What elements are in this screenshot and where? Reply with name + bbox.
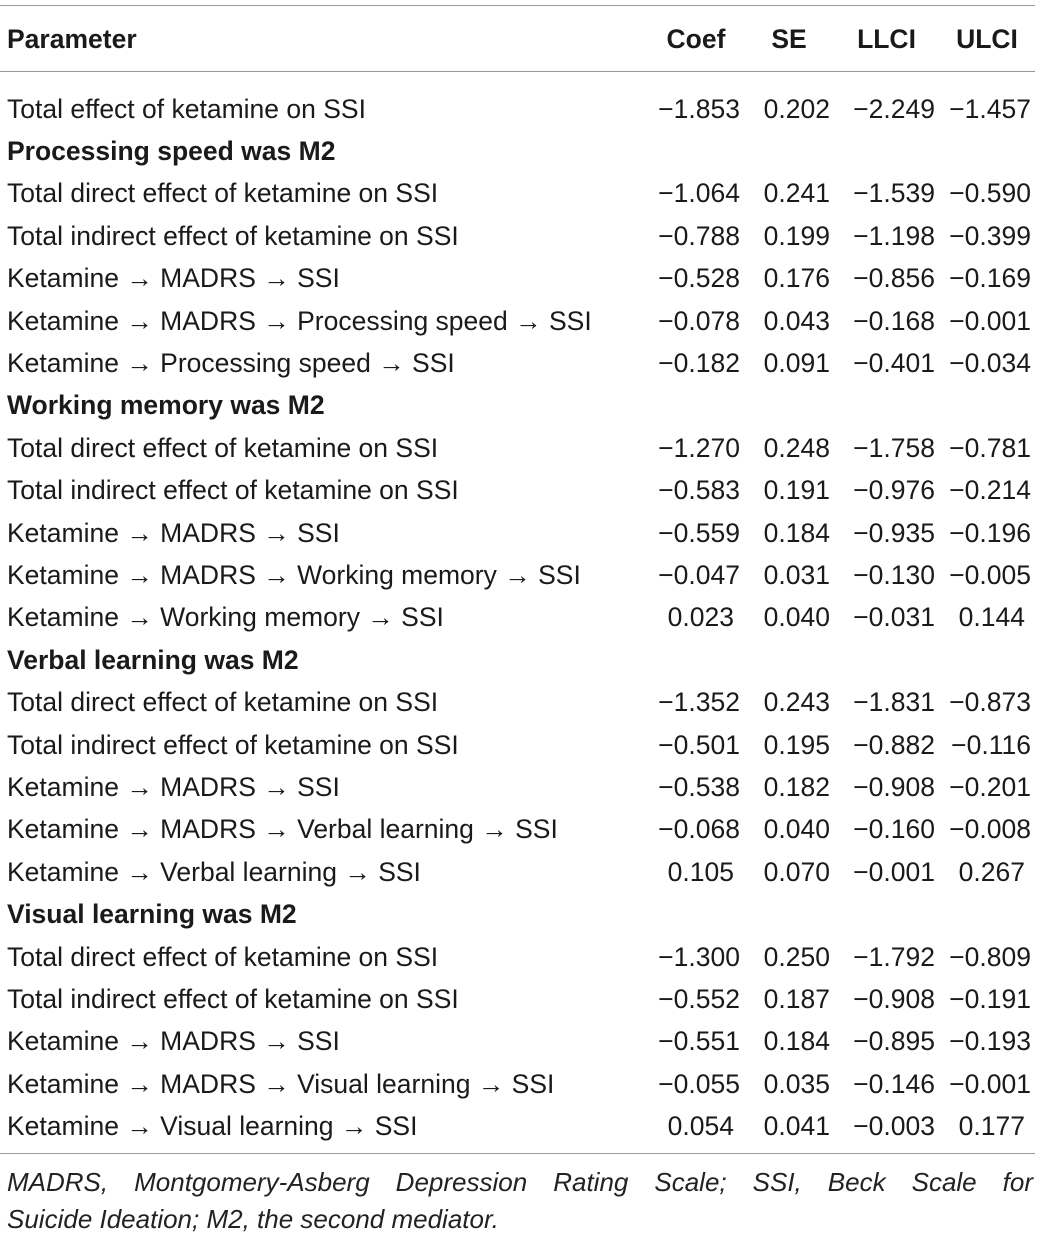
section-heading-row xyxy=(0,893,1035,935)
row-llci: −2.249 xyxy=(853,93,935,124)
row-ulci: −0.116 xyxy=(951,729,1031,760)
table-row xyxy=(0,978,1035,1020)
row-ulci: −0.873 xyxy=(949,687,1031,718)
row-se: 0.250 xyxy=(763,941,830,972)
row-se: 0.040 xyxy=(763,602,830,633)
row-se: 0.070 xyxy=(763,856,830,887)
row-ulci: 0.144 xyxy=(958,602,1025,633)
row-coef: −0.552 xyxy=(658,983,740,1014)
table-footnote xyxy=(7,1164,1033,1238)
row-llci: −0.895 xyxy=(853,1026,935,1057)
section-heading-row xyxy=(0,130,1035,172)
row-se: 0.187 xyxy=(763,983,830,1014)
row-coef: −0.528 xyxy=(658,263,740,294)
row-coef: −1.352 xyxy=(658,687,740,718)
row-coef: −1.853 xyxy=(658,93,740,124)
row-ulci: −0.191 xyxy=(949,983,1031,1014)
row-se: 0.031 xyxy=(763,559,830,590)
table-row xyxy=(0,173,1035,215)
row-llci: −0.935 xyxy=(853,517,935,548)
row-se: 0.248 xyxy=(763,432,830,463)
row-parameter: Total indirect effect of ketamine on SSI xyxy=(7,983,459,1014)
row-se: 0.191 xyxy=(763,475,830,506)
row-parameter: Total indirect effect of ketamine on SSI xyxy=(7,475,459,506)
row-ulci: −0.008 xyxy=(949,814,1031,845)
row-llci: −0.130 xyxy=(853,559,935,590)
header-ulci: ULCI xyxy=(956,23,1018,54)
row-coef: 0.105 xyxy=(667,856,734,887)
section-title: Working memory was M2 xyxy=(7,390,325,421)
row-ulci: −0.781 xyxy=(949,432,1031,463)
table-header xyxy=(0,0,1035,74)
row-coef: −0.788 xyxy=(658,220,740,251)
row-ulci: 0.267 xyxy=(958,856,1025,887)
table-row xyxy=(0,809,1035,851)
section-title: Processing speed was M2 xyxy=(7,136,336,167)
row-parameter: Total direct effect of ketamine on SSI xyxy=(7,941,439,972)
table-row xyxy=(0,342,1035,384)
row-se: 0.176 xyxy=(763,263,830,294)
row-llci: −0.908 xyxy=(853,983,935,1014)
row-parameter: Ketamine → Visual learning → SSI xyxy=(7,1111,418,1142)
row-llci: −0.976 xyxy=(853,475,935,506)
table-row xyxy=(0,597,1035,639)
row-ulci: −0.005 xyxy=(949,559,1031,590)
header-row xyxy=(0,0,1035,74)
row-parameter: Total direct effect of ketamine on SSI xyxy=(7,432,439,463)
row-llci: −0.001 xyxy=(853,856,935,887)
row-parameter: Ketamine → MADRS → Processing speed → SSI xyxy=(7,305,592,336)
table-row xyxy=(0,1021,1035,1063)
row-coef: −0.047 xyxy=(658,559,740,590)
row-llci: −0.401 xyxy=(853,348,935,379)
row-ulci: −0.001 xyxy=(949,305,1031,336)
row-se: 0.199 xyxy=(763,220,830,251)
row-llci: −0.856 xyxy=(853,263,935,294)
row-ulci: −0.214 xyxy=(949,475,1031,506)
table-row xyxy=(0,936,1035,978)
table-row xyxy=(0,300,1035,342)
row-parameter: Total direct effect of ketamine on SSI xyxy=(7,687,439,718)
row-parameter: Ketamine → Working memory → SSI xyxy=(7,602,444,633)
row-llci: −0.160 xyxy=(853,814,935,845)
section-heading-row xyxy=(0,639,1035,681)
row-parameter: Total indirect effect of ketamine on SSI xyxy=(7,729,459,760)
row-coef: −0.551 xyxy=(658,1026,740,1057)
row-coef: 0.023 xyxy=(667,602,734,633)
row-se: 0.182 xyxy=(763,771,830,802)
row-llci: −0.168 xyxy=(853,305,935,336)
row-se: 0.091 xyxy=(763,348,830,379)
row-coef: −1.064 xyxy=(658,178,740,209)
row-ulci: −0.193 xyxy=(949,1026,1031,1057)
row-coef: −0.078 xyxy=(658,305,740,336)
row-parameter: Ketamine → MADRS → Visual learning → SSI xyxy=(7,1068,555,1099)
header-llci: LLCI xyxy=(857,23,916,54)
row-llci: −0.146 xyxy=(853,1068,935,1099)
row-se: 0.043 xyxy=(763,305,830,336)
table-row xyxy=(0,427,1035,469)
row-llci: −1.539 xyxy=(853,178,935,209)
table-row xyxy=(0,1105,1035,1147)
row-se: 0.243 xyxy=(763,687,830,718)
row-ulci: −0.169 xyxy=(949,263,1031,294)
spacer-row xyxy=(0,74,1035,88)
table-row xyxy=(0,258,1035,300)
row-ulci: −1.457 xyxy=(949,93,1031,124)
table-row xyxy=(0,1063,1035,1105)
row-llci: −1.198 xyxy=(853,220,935,251)
table-row xyxy=(0,766,1035,808)
row-ulci: −0.196 xyxy=(949,517,1031,548)
row-parameter: Ketamine → MADRS → SSI xyxy=(7,1026,340,1057)
row-se: 0.040 xyxy=(763,814,830,845)
row-parameter: Ketamine → MADRS → Working memory → SSI xyxy=(7,559,581,590)
row-coef: 0.054 xyxy=(667,1111,734,1142)
row-coef: −0.559 xyxy=(658,517,740,548)
row-coef: −1.270 xyxy=(658,432,740,463)
row-coef: −0.501 xyxy=(658,729,740,760)
row-se: 0.035 xyxy=(763,1068,830,1099)
row-coef: −0.068 xyxy=(658,814,740,845)
footnote-line-2: Suicide Ideation; M2, the second mediator. xyxy=(7,1204,499,1234)
bottom-rule xyxy=(0,1153,1035,1154)
row-ulci: −0.809 xyxy=(949,941,1031,972)
row-parameter: Total direct effect of ketamine on SSI xyxy=(7,178,439,209)
row-ulci: −0.590 xyxy=(949,178,1031,209)
row-parameter: Ketamine → Processing speed → SSI xyxy=(7,348,455,379)
row-se: 0.202 xyxy=(763,93,830,124)
table-row xyxy=(0,851,1035,893)
row-llci: −1.758 xyxy=(853,432,935,463)
table-body xyxy=(0,74,1035,1148)
row-llci: −0.882 xyxy=(853,729,935,760)
row-coef: −1.300 xyxy=(658,941,740,972)
row-coef: −0.182 xyxy=(658,348,740,379)
row-llci: −0.908 xyxy=(853,771,935,802)
table-row xyxy=(0,215,1035,257)
row-llci: −1.831 xyxy=(853,687,935,718)
table-row xyxy=(0,470,1035,512)
table-row xyxy=(0,724,1035,766)
section-heading-row xyxy=(0,385,1035,427)
row-se: 0.184 xyxy=(763,517,830,548)
header-parameter: Parameter xyxy=(7,23,137,54)
row-se: 0.184 xyxy=(763,1026,830,1057)
row-se: 0.241 xyxy=(763,178,830,209)
footnote-line-1: MADRS, Montgomery-Asberg Depression Rating Scale; SSI, Beck Scale for xyxy=(7,1167,1033,1197)
row-parameter: Ketamine → MADRS → Verbal learning → SSI xyxy=(7,814,558,845)
row-coef: −0.538 xyxy=(658,771,740,802)
row-parameter: Total indirect effect of ketamine on SSI xyxy=(7,220,459,251)
row-parameter: Ketamine → MADRS → SSI xyxy=(7,517,340,548)
row-parameter: Ketamine → Verbal learning → SSI xyxy=(7,856,421,887)
row-parameter: Total effect of ketamine on SSI xyxy=(7,93,366,124)
row-llci: −1.792 xyxy=(853,941,935,972)
row-se: 0.041 xyxy=(763,1111,830,1142)
row-llci: −0.031 xyxy=(853,602,935,633)
row-coef: −0.055 xyxy=(658,1068,740,1099)
row-se: 0.195 xyxy=(763,729,830,760)
row-ulci: −0.201 xyxy=(949,771,1031,802)
row-parameter: Ketamine → MADRS → SSI xyxy=(7,771,340,802)
total-effect-row xyxy=(0,88,1035,130)
row-ulci: −0.399 xyxy=(949,220,1031,251)
row-ulci: −0.001 xyxy=(949,1068,1031,1099)
section-title: Verbal learning was M2 xyxy=(7,644,299,675)
row-ulci: 0.177 xyxy=(958,1111,1025,1142)
table-row xyxy=(0,554,1035,596)
row-coef: −0.583 xyxy=(658,475,740,506)
row-ulci: −0.034 xyxy=(949,348,1031,379)
row-llci: −0.003 xyxy=(853,1111,935,1142)
row-parameter: Ketamine → MADRS → SSI xyxy=(7,263,340,294)
header-se: SE xyxy=(771,23,807,54)
table-row xyxy=(0,681,1035,723)
header-coef: Coef xyxy=(666,23,726,54)
table-row xyxy=(0,512,1035,554)
section-title: Visual learning was M2 xyxy=(7,899,297,930)
